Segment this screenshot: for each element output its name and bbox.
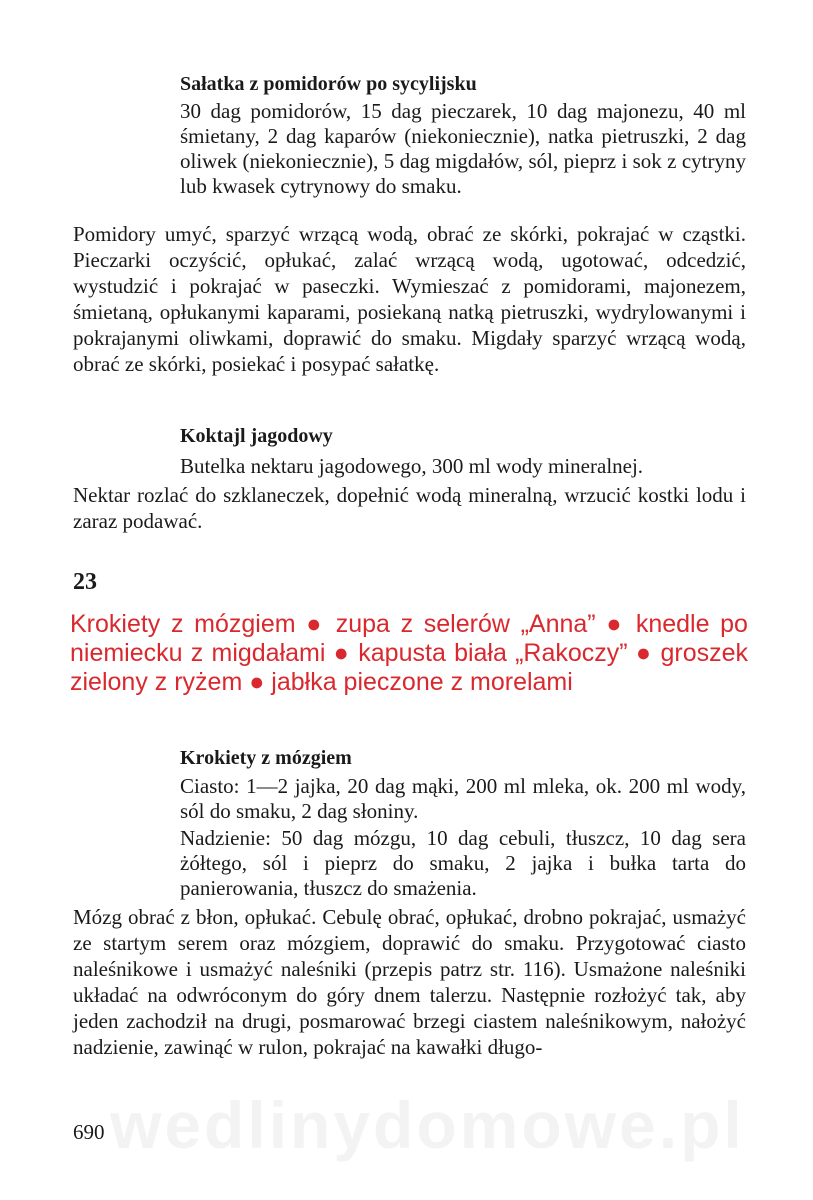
menu-item: jabłka pieczone z morelami (271, 668, 573, 696)
recipe-filling-krokiety: Nadzienie: 50 dag mózgu, 10 dag cebuli, tłuszcz, 10 dag sera żółtego, sól i pieprz do smaku, 2 jajka i bułka tarta do panierowania, tłuszcz do smażenia. (180, 826, 746, 900)
recipe-dough-krokiety: Ciasto: 1—2 jajka, 20 dag mąki, 200 ml mleka, ok. 200 ml wody, sól do smaku, 2 dag słoniny. (180, 774, 746, 823)
page-number: 690 (73, 1120, 105, 1144)
recipe-title-krokiety: Krokiety z mózgiem (180, 747, 352, 769)
menu-heading (70, 610, 748, 697)
bullet-icon: ● (606, 610, 626, 638)
recipe-method-koktajl: Nektar rozlać do szklaneczek, dopełnić wodą mineralną, wrzucić kostki lodu i zaraz podawać. (73, 483, 746, 533)
bullet-icon: ● (333, 639, 351, 667)
watermark: wedlinydomowe.pl (110, 1088, 745, 1162)
section-number: 23 (73, 569, 97, 595)
bullet-icon: ● (306, 610, 326, 638)
bullet-icon: ● (635, 639, 653, 667)
recipe-title-koktajl: Koktajl jagodowy (180, 425, 333, 447)
menu-item: groszek zielony z ryżem (70, 639, 749, 696)
menu-item: knedle po niemiecku z migdałami (70, 610, 748, 667)
menu-item: zupa z selerów „Anna” (335, 610, 596, 638)
recipe-method-salatka: Pomidory umyć, sparzyć wrzącą wodą, obrać ze skórki, pokrajać w cząstki. Pieczarki oczyścić, opłukać, zalać wrzącą wodą, ugotować, odcedzić, wystudzić i pokrajać w paseczki. Wymieszać z pomidorami, majonezem, śmietaną, opłukanymi kaparami, posiekaną natką pietruszki, wydrylowanymi i pokrajanymi oliwkami, doprawić do smaku. Migdały sparzyć wrzącą wodą, obrać ze skórki, posiekać i posypać sałatkę. (73, 222, 746, 376)
recipe-title-salatka: Sałatka z pomidorów po sycylijsku (180, 73, 477, 95)
recipe-ingredients-salatka: 30 dag pomidorów, 15 dag pieczarek, 10 dag majonezu, 40 ml śmietany, 2 dag kaparów (niekoniecznie), natka pietruszki, 2 dag oliwek (niekoniecznie), 5 dag migdałów, sól, pieprz i sok z cytryny lub kwasek cytrynowy do smaku. (180, 99, 746, 198)
bullet-icon: ● (249, 668, 265, 696)
menu-item: kapusta biała „Rakoczy” (358, 639, 628, 667)
recipe-ingredients-koktajl: Butelka nektaru jagodowego, 300 ml wody mineralnej. (180, 454, 644, 478)
recipe-method-krokiety: Mózg obrać z błon, opłukać. Cebulę obrać, opłukać, drobno pokrajać, usmażyć ze startym serem oraz mózgiem, doprawić do smaku. Przygotować ciasto naleśnikowe i usmażyć naleśniki (przepis patrz str. 116). Usmażone naleśniki układać na odwróconym do góry dnem talerzu. Następnie rozłożyć tak, aby jeden zachodził na drugi, posmarować brzegi ciastem naleśnikowym, nałożyć nadzienie, zawinąć w rulon, pokrajać na kawałki długo- (73, 905, 746, 1059)
menu-item: Krokiety z mózgiem (70, 610, 296, 638)
